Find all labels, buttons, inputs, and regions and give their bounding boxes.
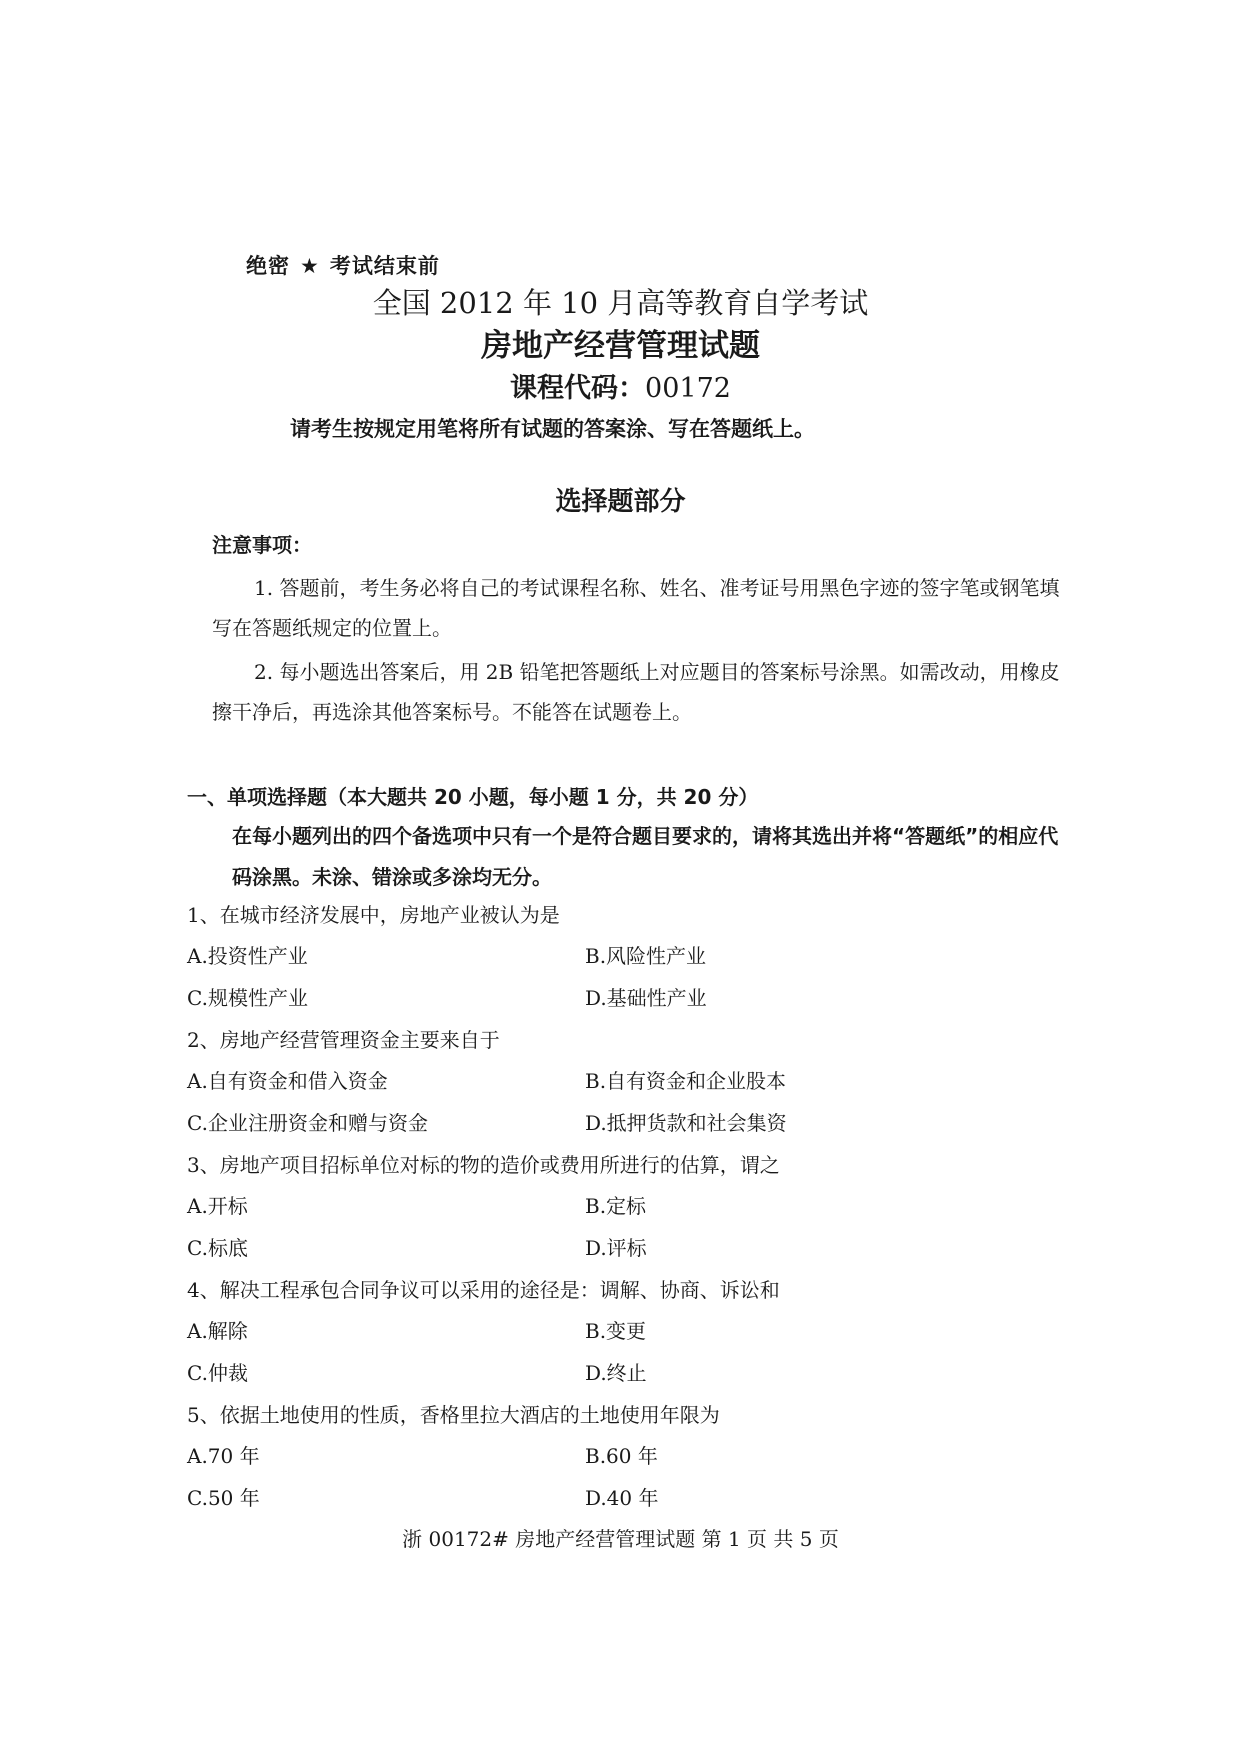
question-stem: 5、依据土地使用的性质，香格里拉大酒店的土地使用年限为 (187, 1403, 720, 1427)
option-a: A.投资性产业 (187, 944, 308, 968)
star-icon: ★ (300, 254, 320, 278)
course-code-value: 00172 (645, 373, 731, 404)
option-c: C.仲裁 (187, 1361, 248, 1385)
part-description: 在每小题列出的四个备选项中只有一个是符合题目要求的，请将其选出并将“答题纸”的相应代码涂黑。未涂、错涂或多涂均无分。 (232, 824, 1059, 889)
option-d: D.终止 (585, 1361, 647, 1385)
option-a: A.70 年 (187, 1444, 260, 1468)
option-d: D.评标 (585, 1236, 647, 1260)
page-footer: 浙 00172# 房地产经营管理试题 第 1 页 共 5 页 (402, 1527, 839, 1551)
option-b: B.自有资金和企业股本 (585, 1069, 787, 1093)
course-code (0, 366, 1241, 405)
option-d: D.基础性产业 (585, 986, 707, 1010)
course-code-label: 课程代码： (510, 373, 646, 404)
secret-text: 绝密 (246, 254, 290, 278)
confidential-label (246, 250, 440, 280)
instruction: 请考生按规定用笔将所有试题的答案涂、写在答题纸上。 (290, 417, 815, 441)
option-c: C.50 年 (187, 1486, 260, 1510)
option-a: A.开标 (187, 1194, 248, 1218)
note-item: 1. 答题前，考生务必将自己的考试课程名称、姓名、准考证号用黑色字迹的签字笔或钢笔填写在答题纸规定的位置上。 (212, 576, 1060, 640)
question-stem: 1、在城市经济发展中，房地产业被认为是 (187, 903, 560, 927)
option-b: B.变更 (585, 1319, 647, 1343)
option-b: B.定标 (585, 1194, 647, 1218)
option-c: C.规模性产业 (187, 986, 308, 1010)
section-title: 选择题部分 (555, 487, 686, 517)
notes-heading: 注意事项： (212, 533, 312, 557)
option-d: D.抵押货款和社会集资 (585, 1111, 787, 1135)
option-a: A.自有资金和借入资金 (187, 1069, 388, 1093)
question-stem: 3、房地产项目招标单位对标的物的造价或费用所进行的估算，谓之 (187, 1153, 780, 1177)
question-stem: 2、房地产经营管理资金主要来自于 (187, 1028, 500, 1052)
note-item: 2. 每小题选出答案后，用 2B 铅笔把答题纸上对应题目的答案标号涂黑。如需改动，用橡皮擦干净后，再选涂其他答案标号。不能答在试题卷上。 (212, 660, 1060, 724)
option-c: C.标底 (187, 1236, 248, 1260)
option-b: B.60 年 (585, 1444, 658, 1468)
option-b: B.风险性产业 (585, 944, 707, 968)
question-stem: 4、解决工程承包合同争议可以采用的途径是：调解、协商、诉讼和 (187, 1278, 780, 1302)
option-d: D.40 年 (585, 1486, 659, 1510)
secret-suffix: 考试结束前 (329, 254, 440, 278)
option-c: C.企业注册资金和赠与资金 (187, 1111, 428, 1135)
subject-title: 房地产经营管理试题 (481, 328, 760, 364)
part-heading: 一、单项选择题（本大题共 20 小题，每小题 1 分，共 20 分） (187, 785, 759, 809)
exam-title: 全国 2012 年 10 月高等教育自学考试 (372, 286, 869, 320)
option-a: A.解除 (187, 1319, 248, 1343)
